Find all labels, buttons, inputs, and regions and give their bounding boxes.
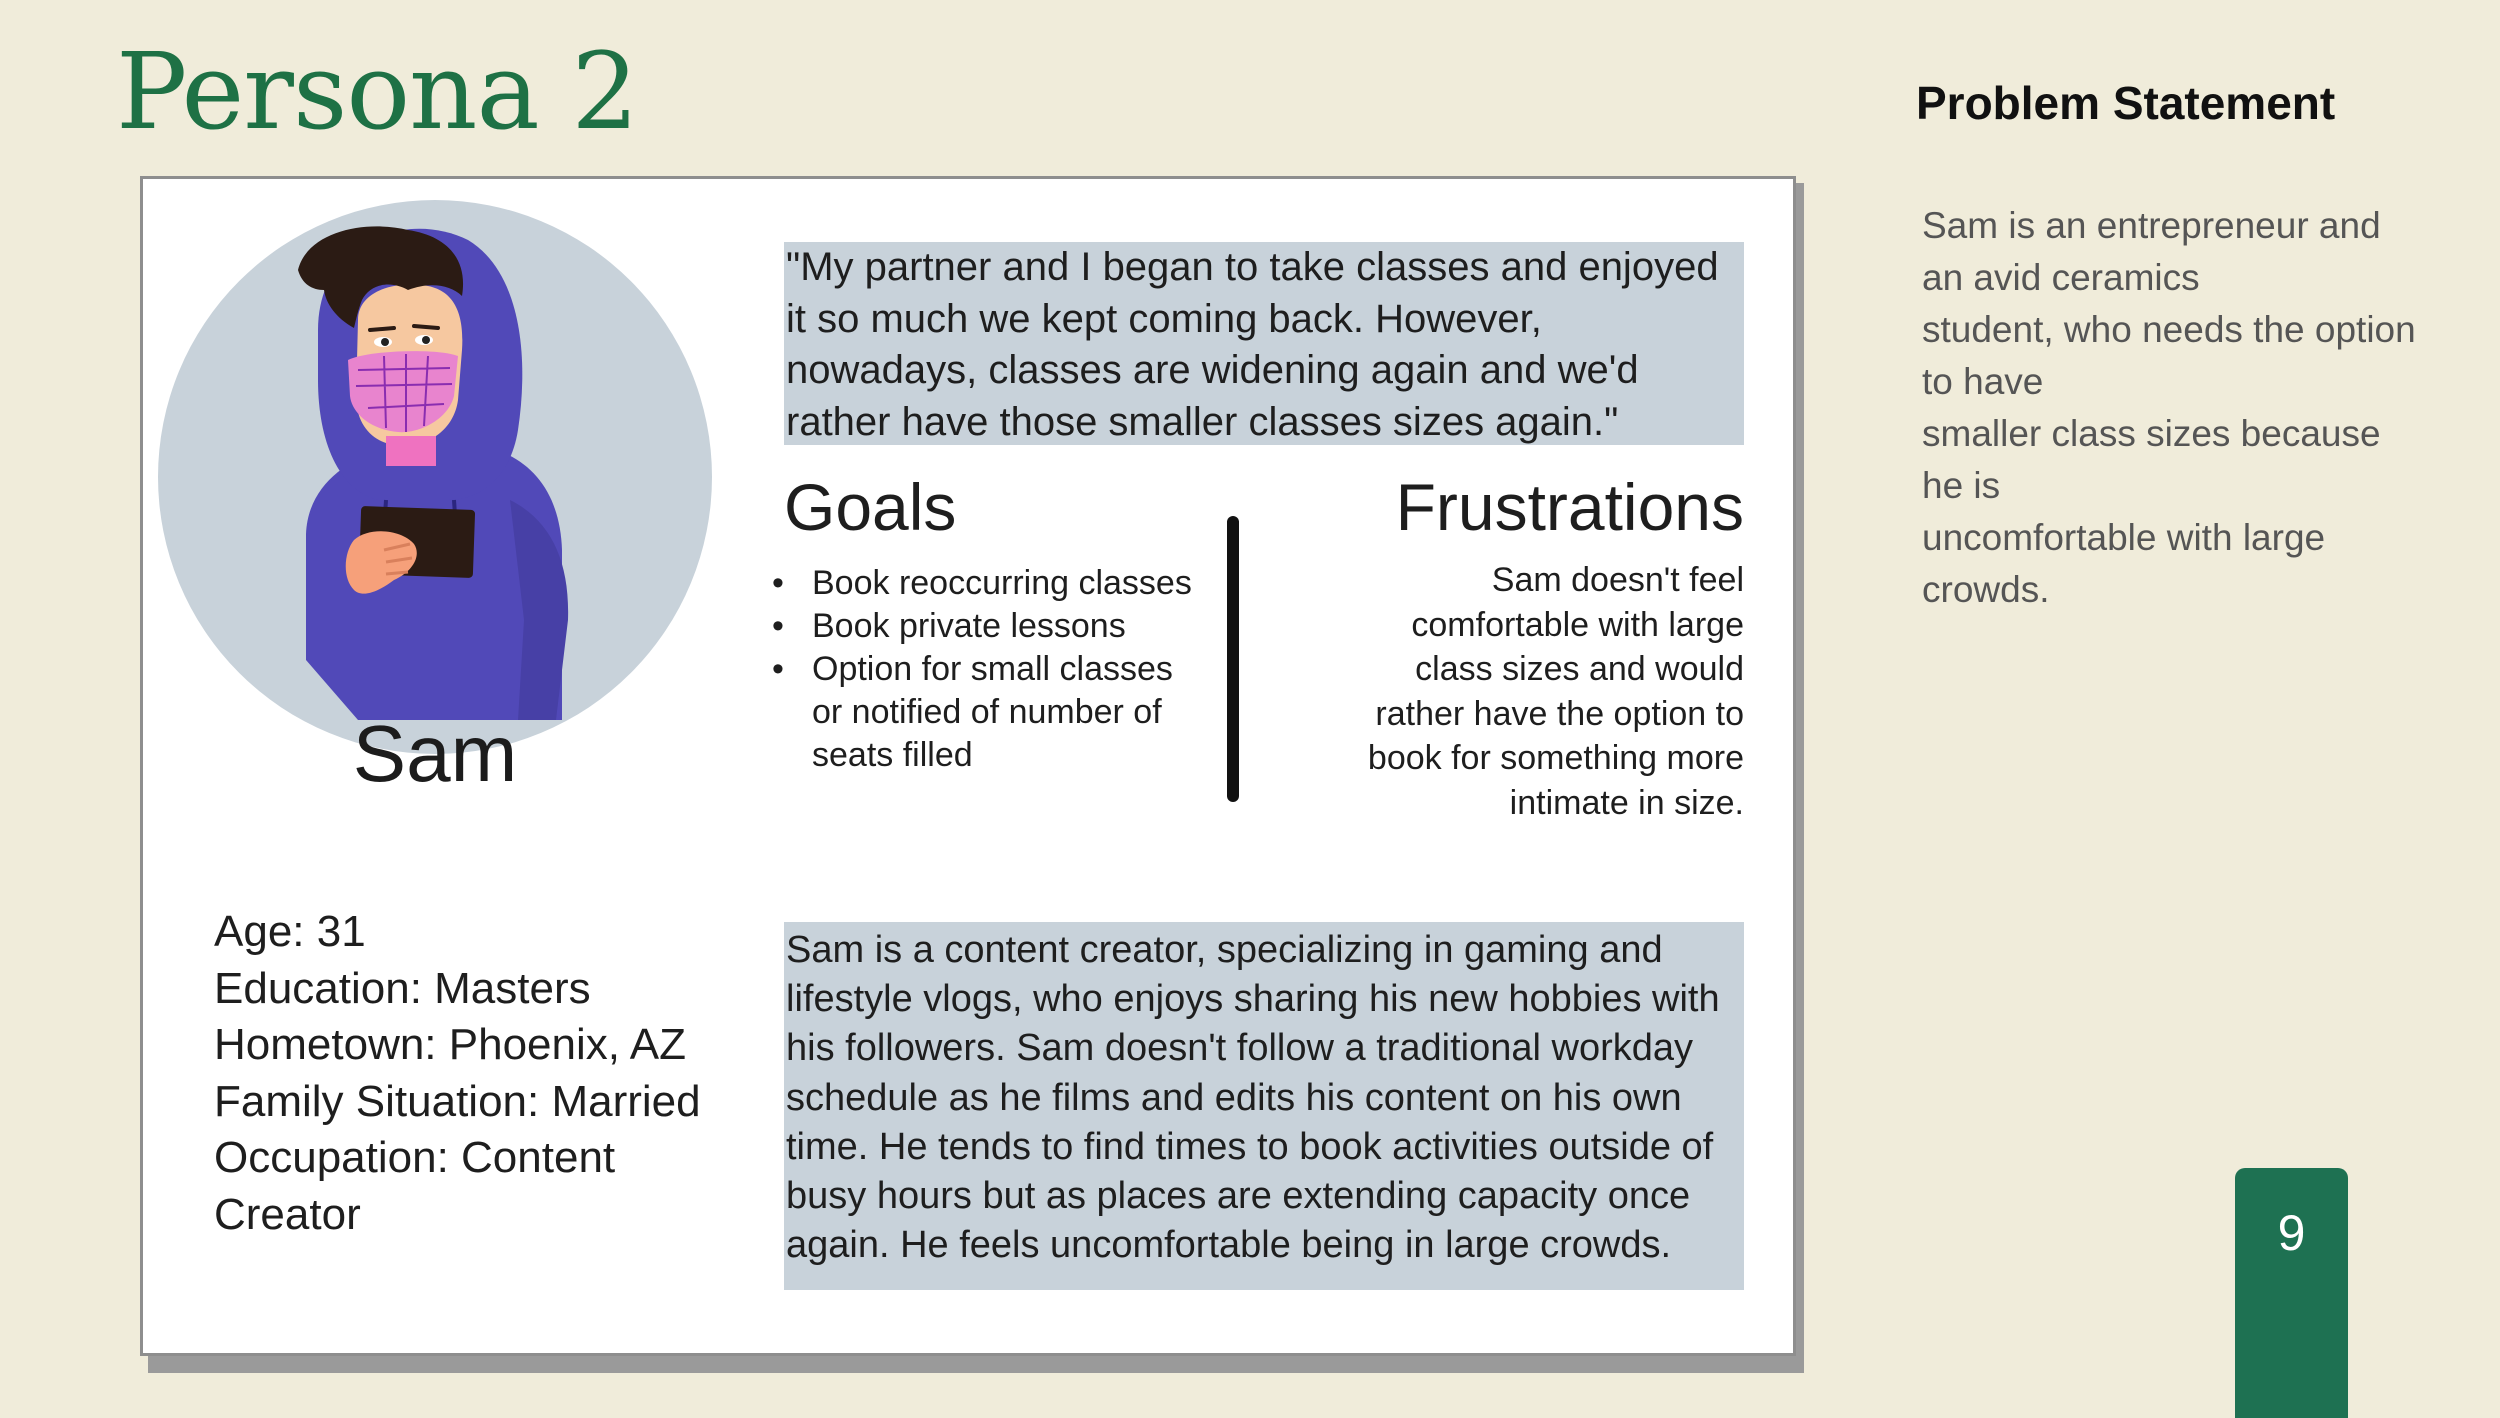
problem-statement-line: an avid ceramics [1922, 257, 2200, 298]
problem-statement-line: Sam is an entrepreneur and [1922, 205, 2381, 246]
goal-item: • Option for small classes or notified of number of seats filled [772, 648, 1192, 777]
goals-heading: Goals [784, 470, 957, 544]
person-in-hoodie-illustration-icon [158, 200, 712, 754]
slide-title: Persona 2 [116, 30, 638, 153]
persona-quote: "My partner and I began to take classes and enjoyed it so much we kept coming back. However, nowadays, classes are widening again and we'd rather have those smaller classes sizes again." [784, 242, 1744, 445]
goal-item: • Book private lessons [772, 605, 1192, 648]
demographic-item: Education: Masters [214, 963, 591, 1013]
frustrations-heading: Frustrations [1395, 470, 1744, 544]
goals-list [772, 562, 1192, 777]
problem-statement-line: crowds. [1922, 569, 2050, 610]
problem-statement-line: to have [1922, 361, 2044, 402]
page-number-badge: 9 [2235, 1168, 2348, 1418]
problem-statement-line: smaller class sizes because [1922, 413, 2381, 454]
demographic-item: Family Situation: Married [214, 1076, 701, 1126]
demographic-item: Occupation: Content Creator [214, 1133, 616, 1239]
demographics-list [214, 904, 734, 1243]
goal-item: • Book reoccurring classes [772, 562, 1192, 605]
problem-statement-text [1922, 200, 2442, 616]
problem-statement-line: he is [1922, 465, 2001, 506]
demographic-item: Age: 31 [214, 907, 366, 956]
problem-statement-line: uncomfortable with large [1922, 517, 2326, 558]
problem-statement-heading: Problem Statement [1916, 77, 2336, 129]
section-divider [1227, 516, 1239, 802]
problem-statement-line: student, who needs the option [1922, 309, 2416, 350]
persona-bio: Sam is a content creator, specializing in gaming and lifestyle vlogs, who enjoys sharing his new hobbies with his followers. Sam doesn't follow a traditional workday schedule as he films and edits his content on his own time. He tends to find times to book activities outside of busy hours but as places are extending capacity once again. He feels uncomfortable being in large crowds. [784, 922, 1744, 1290]
persona-avatar [158, 200, 712, 754]
demographic-item: Hometown: Phoenix, AZ [214, 1020, 687, 1069]
frustrations-text: Sam doesn't feel comfortable with large class sizes and would rather have the option to book for something more intimate in size. [1367, 561, 1744, 822]
persona-name: Sam [352, 709, 518, 798]
